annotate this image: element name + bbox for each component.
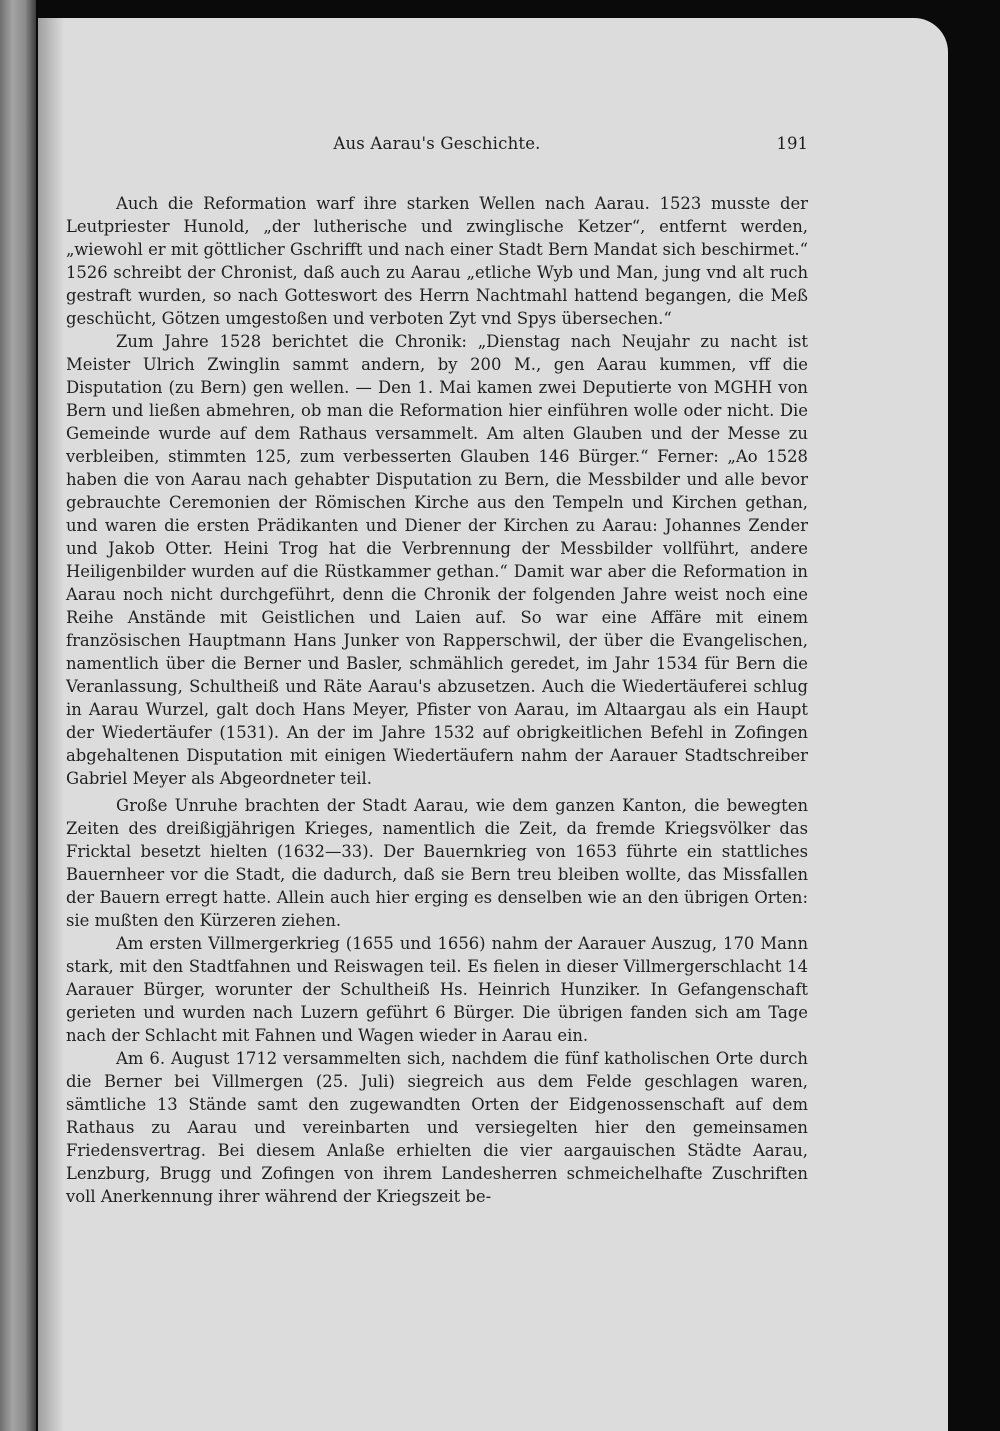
paragraph-chronicle-1528: Zum Jahre 1528 berichtet die Chronik: „Dienstag nach Neujahr zu nacht ist Meister Ulrich Zwinglin sammt andern, by 200 M., gen Aarau kummen, vff die Disputation (zu Bern) gen wellen. — Den 1. Mai kamen zwei Deputierte von MGHH von Bern und ließen abmehren, ob man die Reformation hier einführen wolle oder nicht. Die Gemeinde wurde auf dem Rathaus versammelt. Am alten Glauben und der Messe zu verbleiben, stimmten 125, zum verbesserten Glauben 146 Bürger.“ Ferner: „Ao 1528 haben die von Aarau nach gehabter Disputation zu Bern, die Messbilder und alle bevor gebrauchte Ceremonien der Römischen Kirche aus den Tempeln und Kirchen gethan, und waren die ersten Prädikanten und Diener der Kirchen zu Aarau: Johannes Zender und Jakob Otter. Heini Trog hat die Verbrennung der Messbilder vollführt, andere Heiligenbilder wurden auf die Rüstkammer gethan.“ Damit war aber die Reformation in Aarau noch nicht durchgeführt, denn die Chronik der folgenden Jahre weist noch eine Reihe Anstände mit Geistlichen und Laien auf. So war eine Affäre mit einem französischen Hauptmann Hans Junker von Rapperschwil, der über die Evangelischen, namentlich über die Berner und Basler, schmählich geredet, im Jahr 1534 für Bern die Veranlassung, Schultheiß und Räte Aarau's abzusetzen. Auch die Wiedertäuferei schlug in Aarau Wurzel, galt doch Hans Meyer, Pfister von Aarau, im Altaargau als ein Haupt der Wiedertäufer (1531). An der im Jahre 1532 auf obrigkeitlichen Befehl in Zofingen abgehaltenen Disputation mit einigen Wiedertäufern nahm der Aarauer Stadtschreiber Gabriel Meyer als Abgeordneter teil. <box>66 332 808 788</box>
page-number: 191 <box>776 134 808 153</box>
book-page <box>38 18 948 1431</box>
page-header <box>66 134 808 160</box>
body-text <box>66 192 808 1208</box>
previous-page-edge <box>0 0 36 1431</box>
running-title: Aus Aarau's Geschichte. <box>333 134 541 153</box>
paragraph-peace-treaty-1712: Am 6. August 1712 versammelten sich, nachdem die fünf katholischen Orte durch die Berner bei Villmergen (25. Juli) siegreich aus dem Felde geschlagen waren, sämtliche 13 Stände samt den zugewandten Orten der Eidgenossenschaft auf dem Rathaus zu Aarau und vereinbarten und versiegelten hier den gemeinsamen Friedensvertrag. Bei diesem Anlaße erhielten die vier aargauischen Städte Aarau, Lenzburg, Brugg und Zofingen von ihrem Landesherren schmeichelhafte Zuschriften voll Anerkennung ihrer während der Kriegszeit be- <box>66 1049 808 1206</box>
paragraph-villmergen-war: Am ersten Villmergerkrieg (1655 und 1656) nahm der Aarauer Auszug, 170 Mann stark, mit den Stadtfahnen und Reiswagen teil. Es fielen in dieser Villmergerschlacht 14 Aarauer Bürger, worunter der Schultheiß Hs. Heinrich Hunziker. In Gefangenschaft gerieten und wurden nach Luzern geführt 6 Bürger. Die übrigen fanden sich am Tage nach der Schlacht mit Fahnen und Wagen wieder in Aarau ein. <box>66 934 808 1045</box>
gutter-shadow <box>38 18 64 1431</box>
paragraph-reformation: Auch die Reformation warf ihre starken Wellen nach Aarau. 1523 musste der Leutpriester Hunold, „der lutherische und zwinglische Ketzer“, entfernt werden, „wiewohl er mit göttlicher Gschrifft und nach einer Stadt Bern Mandat sich beschirmet.“ 1526 schreibt der Chronist, daß auch zu Aarau „etliche Wyb und Man, jung vnd alt ruch gestraft wurden, so nach Gotteswort des Herrn Nachtmahl hattend begangen, die Meß geschücht, Götzen umgestoßen und verboten Zyt vnd Spys übersechen.“ <box>66 194 808 328</box>
paragraph-thirty-years-war: Große Unruhe brachten der Stadt Aarau, wie dem ganzen Kanton, die bewegten Zeiten des dreißigjährigen Krieges, namentlich die Zeit, da fremde Kriegsvölker das Fricktal besetzt hielten (1632—33). Der Bauernkrieg von 1653 führte ein stattliches Bauernheer vor die Stadt, die dadurch, daß sie Bern treu bleiben wollte, das Missfallen der Bauern erregt hatte. Allein auch hier erging es denselben wie an den übrigen Orten: sie mußten den Kürzeren ziehen. <box>66 796 808 930</box>
